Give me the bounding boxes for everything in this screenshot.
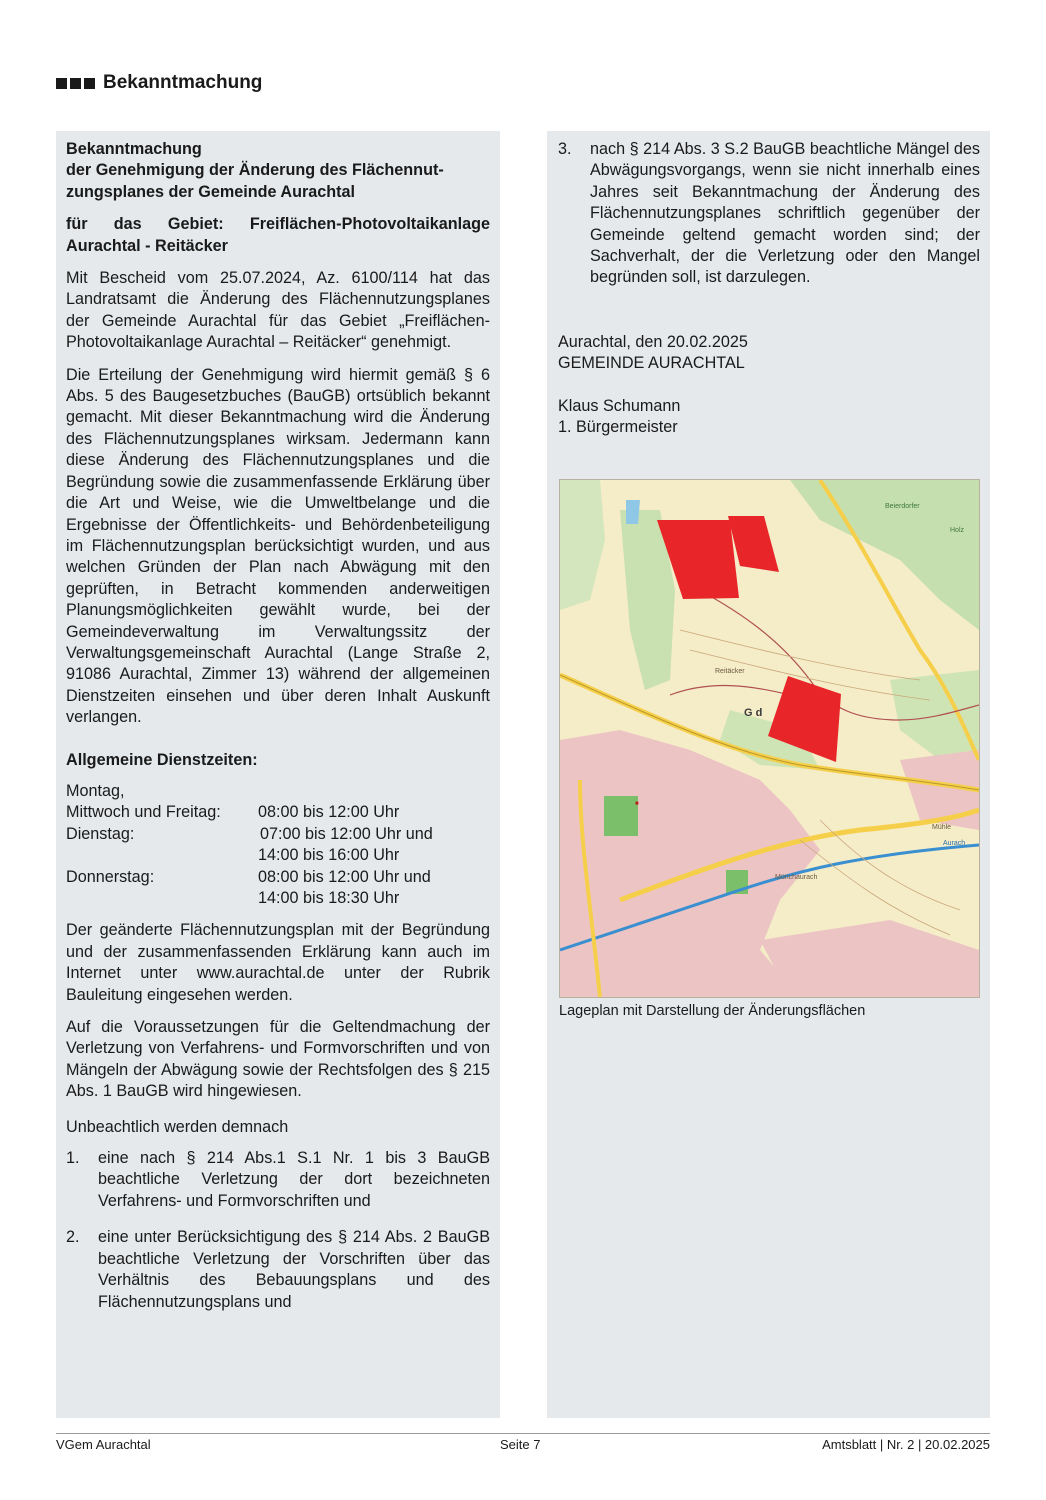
list-number: 2. — [66, 1228, 80, 1247]
list-number: 1. — [66, 1149, 80, 1168]
signature-block — [558, 396, 980, 439]
signer-name: Klaus Schumann — [558, 396, 681, 415]
hours-time: 14:00 bis 16:00 Uhr — [258, 846, 400, 865]
map-label-mill: Mühle — [932, 824, 952, 831]
list-item — [66, 1148, 490, 1212]
hours-day: Dienstag: — [66, 824, 135, 843]
map-label-forest: Beierdorfer — [885, 503, 920, 510]
right-column — [547, 131, 990, 1418]
hours-time: 08:00 bis 12:00 Uhr und — [258, 867, 431, 886]
title-line: zungsplanes der Gemeinde Aurachtal — [66, 182, 356, 201]
left-column — [56, 131, 500, 1418]
site-plan-svg — [560, 480, 979, 997]
list-item — [558, 139, 980, 289]
list-text: eine nach § 214 Abs.1 S.1 Nr. 1 bis 3 BauGB beachtliche Verletzung der dort bezeichneten Verfahrens- und Formvorschriften und — [98, 1149, 490, 1210]
paragraph-internet: Der geänderte Flächennutzungsplan mit der Begründung und der zusammenfassenden Erklärung kann auch im Internet unter www.aurachtal.de unter der Rubrik Bauleitung eingesehen werden. — [66, 921, 490, 1004]
office-hours-title: Allgemeine Dienstzeiten: — [66, 750, 258, 769]
section-title: Bekanntmachung — [103, 72, 263, 93]
paragraph-approval: Mit Bescheid vom 25.07.2024, Az. 6100/114 hat das Landratsamt die Änderung des Flächennutzungsplanes der Gemeinde Aurachtal für das Gebiet „Freiflächen-Photovoltaikanlage Aurachtal – Reitäcker“ genehmigt. — [66, 269, 490, 352]
hours-day — [66, 888, 258, 909]
signer-title: 1. Bürgermeister — [558, 418, 678, 437]
site-plan-map — [559, 479, 980, 998]
paragraph-irrelevant: Unbeachtlich werden demnach — [66, 1117, 289, 1136]
hours-day: Montag, — [66, 781, 125, 800]
office-hours-table — [66, 781, 490, 909]
hours-time: 08:00 bis 12:00 Uhr — [258, 803, 400, 822]
hours-time — [258, 781, 490, 802]
map-caption: Lageplan mit Darstellung der Änderungsflächen — [559, 1003, 866, 1019]
paragraph-requirements: Auf die Voraussetzungen für die Geltendmachung der Verletzung von Verfahrens- und Formvorschriften und von Mängeln der Abwägung sowie der Rechtsfolgen des § 215 Abs. 1 BauGB wird hingewiesen. — [66, 1018, 490, 1101]
map-label-field: Reitäcker — [715, 668, 745, 675]
map-label-forest: Holz — [950, 527, 965, 534]
hours-day: Donnerstag: — [66, 867, 155, 886]
list-item — [66, 1227, 490, 1313]
hours-time: 14:00 bis 18:30 Uhr — [258, 889, 400, 907]
hours-day: Mittwoch und Freitag: — [66, 803, 221, 822]
section-marker-icon — [56, 78, 95, 89]
hours-day — [66, 845, 258, 866]
footer-issue: Amtsblatt | Nr. 2 | 20.02.2025 — [822, 1437, 990, 1452]
footer-page-number: Seite 7 — [500, 1437, 541, 1452]
pond — [626, 500, 640, 524]
list-number: 3. — [558, 140, 572, 158]
footer-divider — [56, 1433, 990, 1434]
map-label-river: Aurach — [943, 840, 966, 847]
title-line: der Genehmigung der Änderung des Flächennut- — [66, 161, 444, 180]
notice-title — [66, 139, 490, 203]
green-parcel — [604, 796, 638, 836]
area-line: für das Gebiet: Freiflächen-Photovoltaikanlage — [66, 215, 490, 234]
numbered-list — [66, 1148, 490, 1313]
map-label-town: Münchaurach — [775, 874, 818, 881]
list-text: nach § 214 Abs. 3 S.2 BauGB beachtliche Mängel des Abwägungsvorgangs, wenn sie nicht innerhalb eines Jahres seit Bekanntmachung der Änderung des Flächennutzungsplanes schriftlich gegenüber der Gemeinde geltend gemacht worden sind; der Sachverhalt, der die Verletzung oder den Mangel begründen soll, ist darzulegen. — [590, 140, 980, 287]
section-header — [56, 72, 262, 94]
title-line: Bekanntmachung — [66, 140, 202, 158]
map-label-gd: G d — [744, 707, 763, 719]
hours-time: 07:00 bis 12:00 Uhr und — [260, 824, 433, 843]
municipality: GEMEINDE AURACHTAL — [558, 354, 745, 373]
list-text: eine unter Berücksichtigung des § 214 Abs. 2 BauGB beachtliche Verletzung der Vorschriften über das Verhältnis des Bebauungsplans und des Flächennutzungsplans und — [98, 1228, 490, 1311]
area-title — [66, 214, 490, 257]
area-line: Aurachtal - Reitäcker — [66, 236, 228, 255]
paragraph-announcement: Die Erteilung der Genehmigung wird hiermit gemäß § 6 Abs. 5 des Baugesetzbuches (BauGB) ortsüblich bekannt gemacht. Mit dieser Bekanntmachung wird die Änderung des Flächennutzungsplanes wirksam. Jedermann kann diese Änderung des Flächennutzungsplanes und die Begründung sowie die zusammenfassende Erklärung über die Art und Weise, wie die Umweltbelange und die Ergebnisse der Öffentlichkeits- und Behördenbeteiligung im Flächennutzungsplan berücksichtigt wurden, und aus welchen Gründen der Plan nach Abwägung mit den geprüften, in Betracht kommenden anderweitigen Planungsmöglichkeiten gewählt wurde, bei der Gemeindeverwaltung im Verwaltungssitz der Verwaltungsgemeinschaft Aurachtal (Lange Straße 2, 91086 Aurachtal, Zimmer 13) während der allgemeinen Dienstzeiten einsehen und über deren Inhalt Auskunft verlangen. — [66, 365, 490, 727]
numbered-list — [558, 139, 980, 289]
map-marker: ■ — [635, 801, 639, 807]
place-date: Aurachtal, den 20.02.2025 — [558, 332, 748, 351]
signature-place-date — [558, 332, 980, 375]
footer-publisher: VGem Aurachtal — [56, 1437, 151, 1452]
